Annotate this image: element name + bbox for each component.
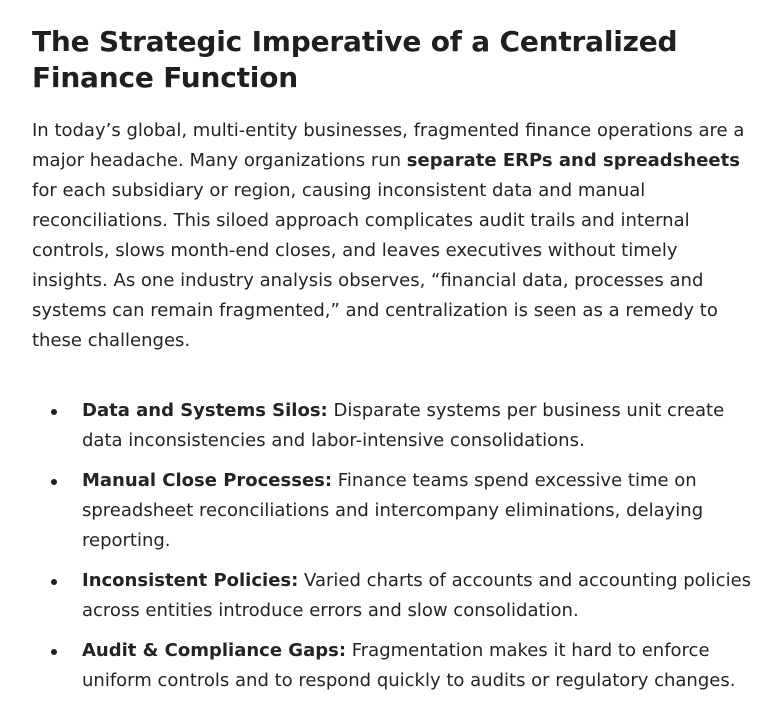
list-item — [32, 566, 754, 626]
list-item — [32, 466, 754, 556]
bullet-icon — [51, 409, 57, 415]
list-item-text: Fragmentation makes it hard to enforce uniform controls and to respond quickly to audits or regulatory changes. — [82, 640, 736, 691]
list-item — [32, 396, 754, 456]
intro-text-start: In today’s global, multi-entity businesses, fragmented finance operations are a major headache. Many organizations run — [32, 120, 745, 171]
bullet-icon — [51, 479, 57, 485]
intro-emphasis: separate ERPs and spreadsheets — [406, 150, 740, 171]
bullet-icon — [51, 649, 57, 655]
list-item-text: Finance teams spend excessive time on spreadsheet reconciliations and intercompany eliminations, delaying reporting. — [82, 470, 704, 551]
list-item-text: Varied charts of accounts and accounting policies across entities introduce errors and slow consolidation. — [82, 570, 752, 621]
list-item-label: Inconsistent Policies: — [82, 570, 299, 591]
list-item-label: Manual Close Processes: — [82, 470, 333, 491]
list-item-text: Disparate systems per business unit create data inconsistencies and labor-intensive consolidations. — [82, 400, 725, 451]
page-title: The Strategic Imperative of a Centralized Finance Function — [32, 25, 678, 94]
challenges-list — [32, 396, 754, 696]
intro-text-end: for each subsidiary or region, causing inconsistent data and manual reconciliations. This siloed approach complicates audit trails and internal controls, slows month-end closes, and leaves executives without timely insights. As one industry analysis observes, “financial data, processes and systems can remain fragmented,” and centralization is seen as a remedy to these challenges. — [32, 180, 718, 351]
list-item — [32, 636, 754, 696]
intro-paragraph — [32, 116, 754, 356]
bullet-icon — [51, 579, 57, 585]
list-item-label: Audit & Compliance Gaps: — [82, 640, 347, 661]
list-item-label: Data and Systems Silos: — [82, 400, 328, 421]
